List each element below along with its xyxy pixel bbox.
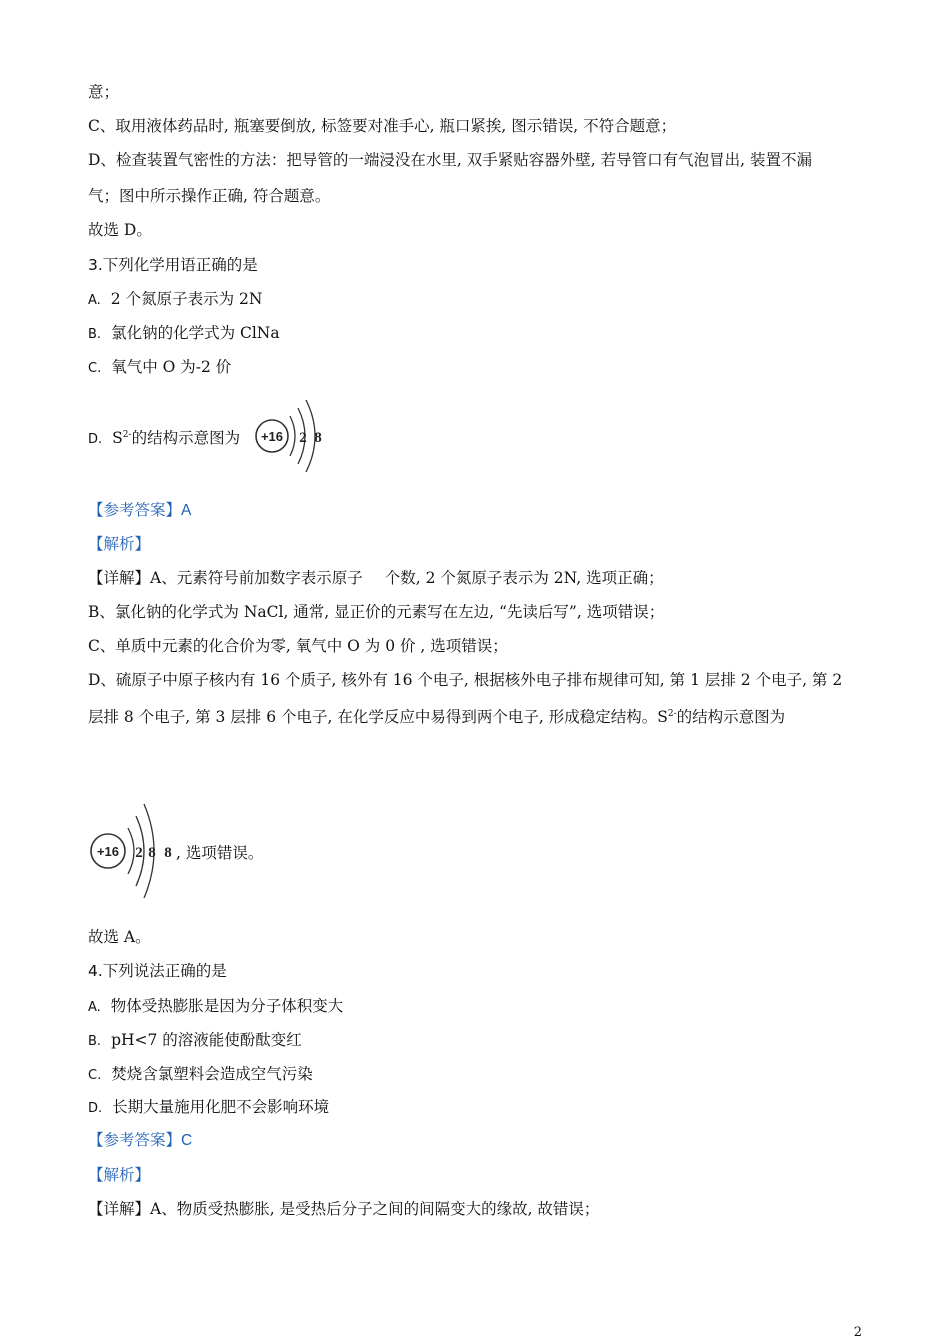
option-label: D.	[88, 1101, 103, 1116]
nucleus-label: +16	[260, 429, 284, 444]
detail-label: 【详解】	[88, 1200, 151, 1218]
answer-line	[88, 1130, 192, 1151]
option-label: D.	[88, 432, 103, 447]
question-text: 下列化学用语正确的是	[102, 256, 258, 274]
text-line: 意；	[88, 83, 120, 101]
question-text: 下列说法正确的是	[102, 962, 227, 980]
atom-structure-diagram-2-8-8	[88, 794, 178, 904]
answer-value: A	[181, 502, 192, 519]
answer-value: C	[181, 1132, 193, 1149]
superscript: 2-	[667, 709, 677, 719]
conclusion-line: 故选 A。	[88, 928, 151, 946]
shell-count: 8	[164, 845, 172, 861]
detail-text: A、物质受热膨胀, 是受热后分子之间的间隔变大的缘故, 故错误；	[150, 1200, 600, 1218]
option-b	[88, 1030, 302, 1052]
atom-structure-diagram-2-8	[252, 394, 332, 478]
detail-line: D、硫原子中原子核内有 16 个质子, 核外有 16 个电子, 根据核外电子排布规律可知, 第 1 层排 2 个电子, 第 2	[88, 671, 843, 689]
option-c	[88, 1064, 313, 1086]
nucleus-label: +16	[96, 844, 120, 859]
option-a	[88, 996, 343, 1018]
detail-label: 【详解】	[88, 569, 151, 587]
analysis-label: 【解析】	[88, 1166, 151, 1184]
detail-text: 的结构示意图为	[676, 708, 786, 726]
option-label: C.	[88, 1068, 102, 1083]
page-number: 2	[853, 1325, 862, 1340]
detail-text: 个数, 2 个氮原子表示为 2N, 选项正确；	[384, 569, 664, 587]
option-c	[88, 357, 231, 379]
option-text: 长期大量施用化肥不会影响环境	[112, 1098, 330, 1116]
detail-line	[88, 707, 785, 727]
option-text: 焚烧含氯塑料会造成空气污染	[111, 1065, 313, 1083]
option-text: 物体受热膨胀是因为分子体积变大	[110, 997, 344, 1015]
detail-line: C、单质中元素的化合价为零, 氧气中 O 为 0 价 , 选项错误；	[88, 637, 508, 655]
detail-text: A、元素符号前加数字表示原子	[150, 569, 363, 587]
shell-count: 8	[148, 845, 156, 861]
answer-label: 【参考答案】	[88, 501, 182, 519]
detail-line: , 选项错误。	[176, 844, 264, 862]
superscript: 2-	[122, 430, 132, 440]
shell-count: 8	[314, 430, 322, 446]
option-label: B.	[88, 327, 102, 342]
shell-count: 2	[135, 845, 143, 861]
text-line: 故选 D。	[88, 221, 152, 239]
detail-text: 层排 8 个电子, 第 3 层排 6 个电子, 在化学反应中易得到两个电子, 形成稳定结构。S	[88, 708, 668, 726]
detail-line: B、氯化钠的化学式为 NaCl, 通常, 显正价的元素写在左边, “先读后写”, 选项错误；	[88, 603, 665, 621]
option-text: 的结构示意图为	[131, 429, 241, 447]
option-label: A.	[88, 293, 101, 308]
text-line: 气；图中所示操作正确, 符合题意。	[88, 187, 331, 205]
text-line: C、取用液体药品时, 瓶塞要倒放, 标签要对准手心, 瓶口紧挨, 图示错误, 不符合题意；	[88, 117, 677, 135]
option-b	[88, 323, 280, 345]
option-text: 2 个氮原子表示为 2N	[110, 290, 263, 308]
text-line: D、检查装置气密性的方法：把导管的一端浸没在水里, 双手紧贴容器外壁, 若导管口有气泡冒出, 装置不漏	[88, 151, 812, 169]
question-3-stem	[88, 255, 258, 275]
detail-line	[88, 568, 664, 588]
option-a	[88, 289, 262, 311]
option-label: B.	[88, 1034, 102, 1049]
shell-count: 2	[299, 430, 307, 446]
answer-label: 【参考答案】	[88, 1131, 182, 1149]
option-d	[88, 428, 240, 450]
option-label: C.	[88, 361, 102, 376]
question-number: 3.	[88, 256, 103, 274]
question-4-stem	[88, 961, 227, 981]
answer-line	[88, 500, 191, 521]
option-text: pH<7 的溶液能使酚酞变红	[111, 1031, 302, 1049]
question-number: 4.	[88, 962, 103, 980]
option-text: 氧气中 O 为-2 价	[111, 358, 232, 376]
option-label: A.	[88, 1000, 101, 1015]
option-text: S	[112, 429, 123, 447]
option-text: 氯化钠的化学式为 ClNa	[111, 324, 280, 342]
option-d	[88, 1097, 329, 1119]
analysis-label: 【解析】	[88, 535, 151, 553]
detail-line	[88, 1199, 599, 1219]
